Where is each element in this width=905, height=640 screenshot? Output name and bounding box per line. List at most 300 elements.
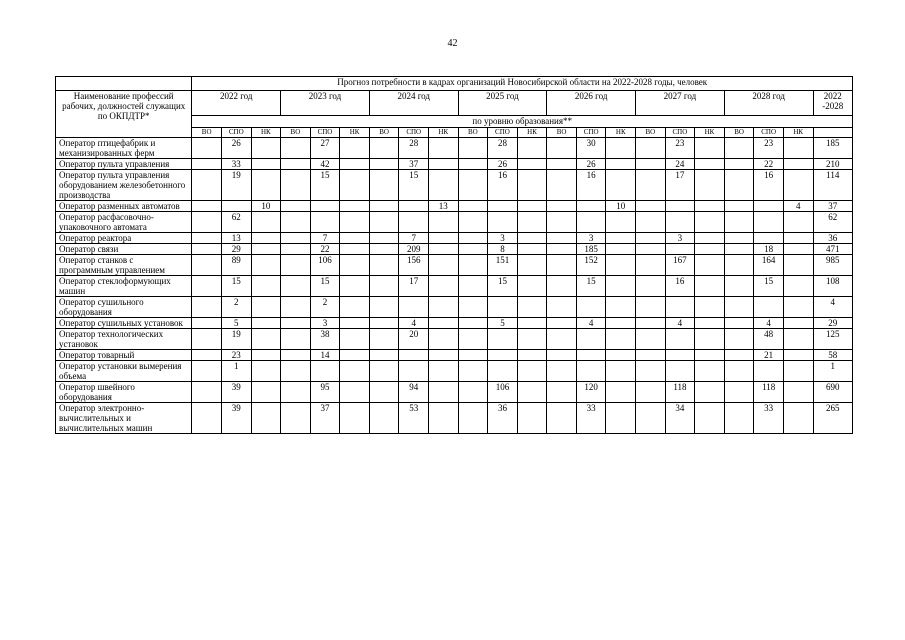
value-cell <box>695 138 725 159</box>
value-cell: 5 <box>221 318 251 329</box>
value-cell <box>399 361 429 382</box>
value-cell <box>606 255 636 276</box>
value-cell: 19 <box>221 170 251 201</box>
value-cell <box>783 297 813 318</box>
value-cell <box>429 170 459 201</box>
value-cell: 3 <box>576 233 606 244</box>
value-cell: 27 <box>310 138 340 159</box>
value-cell <box>458 212 488 233</box>
value-cell <box>517 244 547 255</box>
value-cell <box>429 233 459 244</box>
table-row <box>56 382 853 403</box>
level-header: СПО <box>665 128 695 138</box>
value-cell <box>636 244 666 255</box>
value-cell <box>724 233 754 244</box>
value-cell <box>724 212 754 233</box>
value-cell <box>429 159 459 170</box>
value-cell <box>429 297 459 318</box>
value-cell <box>665 361 695 382</box>
value-cell <box>340 212 370 233</box>
value-cell <box>458 201 488 212</box>
value-cell: 106 <box>488 382 518 403</box>
value-cell <box>281 201 311 212</box>
value-cell <box>606 212 636 233</box>
value-cell <box>517 318 547 329</box>
value-cell <box>192 138 222 159</box>
value-cell <box>458 170 488 201</box>
level-header: СПО <box>754 128 784 138</box>
value-cell <box>369 201 399 212</box>
value-cell: 22 <box>310 244 340 255</box>
value-cell <box>192 201 222 212</box>
value-cell <box>458 233 488 244</box>
table-row <box>56 244 853 255</box>
value-cell <box>754 361 784 382</box>
value-cell <box>665 350 695 361</box>
value-cell: 62 <box>221 212 251 233</box>
value-cell <box>783 212 813 233</box>
value-cell <box>695 255 725 276</box>
value-cell: 17 <box>399 276 429 297</box>
value-cell <box>281 276 311 297</box>
value-cell <box>783 403 813 434</box>
total-cell: 125 <box>813 329 852 350</box>
value-cell <box>251 318 281 329</box>
value-cell: 18 <box>754 244 784 255</box>
value-cell <box>547 382 577 403</box>
value-cell <box>783 233 813 244</box>
value-cell <box>369 138 399 159</box>
value-cell <box>488 329 518 350</box>
value-cell <box>576 201 606 212</box>
value-cell: 15 <box>399 170 429 201</box>
total-cell: 1 <box>813 361 852 382</box>
value-cell <box>281 329 311 350</box>
year-header: 2027 год <box>636 91 725 116</box>
value-cell <box>606 329 636 350</box>
value-cell <box>399 297 429 318</box>
value-cell: 24 <box>665 159 695 170</box>
year-header: 2023 год <box>281 91 370 116</box>
value-cell <box>488 361 518 382</box>
value-cell <box>606 297 636 318</box>
value-cell <box>251 138 281 159</box>
table-row <box>56 318 853 329</box>
value-cell <box>636 297 666 318</box>
total-cell: 114 <box>813 170 852 201</box>
table-row <box>56 297 853 318</box>
value-cell <box>192 382 222 403</box>
value-cell <box>724 318 754 329</box>
value-cell <box>429 382 459 403</box>
value-cell <box>724 403 754 434</box>
value-cell <box>399 201 429 212</box>
profession-name: Оператор установки вымерения объема <box>56 361 192 382</box>
value-cell <box>665 244 695 255</box>
total-level-cell <box>813 128 852 138</box>
level-header: НК <box>517 128 547 138</box>
value-cell <box>340 244 370 255</box>
value-cell <box>369 297 399 318</box>
value-cell: 26 <box>221 138 251 159</box>
value-cell <box>517 212 547 233</box>
education-level-header: по уровню образования** <box>192 116 853 128</box>
value-cell: 34 <box>665 403 695 434</box>
profession-name: Оператор стеклоформующих машин <box>56 276 192 297</box>
value-cell <box>636 201 666 212</box>
value-cell <box>606 244 636 255</box>
profession-name: Оператор сушильных установок <box>56 318 192 329</box>
table-row <box>56 350 853 361</box>
value-cell: 3 <box>665 233 695 244</box>
level-header: СПО <box>310 128 340 138</box>
table-row <box>56 159 853 170</box>
value-cell: 7 <box>310 233 340 244</box>
page-number: 42 <box>447 38 458 49</box>
value-cell <box>429 361 459 382</box>
value-cell: 2 <box>221 297 251 318</box>
profession-name: Оператор технологических установок <box>56 329 192 350</box>
value-cell <box>192 297 222 318</box>
value-cell <box>665 329 695 350</box>
value-cell <box>281 212 311 233</box>
value-cell <box>754 297 784 318</box>
level-header: СПО <box>576 128 606 138</box>
value-cell <box>695 350 725 361</box>
value-cell <box>783 244 813 255</box>
value-cell <box>695 159 725 170</box>
value-cell <box>606 361 636 382</box>
value-cell <box>517 361 547 382</box>
value-cell <box>340 350 370 361</box>
level-header: ВО <box>369 128 399 138</box>
level-header: НК <box>606 128 636 138</box>
value-cell <box>192 212 222 233</box>
value-cell <box>340 297 370 318</box>
value-cell <box>754 212 784 233</box>
value-cell <box>724 255 754 276</box>
value-cell <box>458 138 488 159</box>
value-cell: 10 <box>606 201 636 212</box>
value-cell <box>429 276 459 297</box>
value-cell <box>251 329 281 350</box>
value-cell: 94 <box>399 382 429 403</box>
value-cell <box>695 318 725 329</box>
value-cell <box>547 403 577 434</box>
value-cell <box>458 329 488 350</box>
value-cell: 10 <box>251 201 281 212</box>
value-cell <box>251 382 281 403</box>
level-header: ВО <box>636 128 666 138</box>
value-cell <box>458 318 488 329</box>
value-cell <box>251 255 281 276</box>
value-cell <box>636 138 666 159</box>
value-cell: 7 <box>399 233 429 244</box>
value-cell <box>517 329 547 350</box>
value-cell <box>340 329 370 350</box>
value-cell <box>310 212 340 233</box>
value-cell: 2 <box>310 297 340 318</box>
value-cell <box>458 382 488 403</box>
value-cell <box>251 276 281 297</box>
value-cell <box>783 276 813 297</box>
value-cell <box>576 361 606 382</box>
value-cell <box>724 244 754 255</box>
value-cell: 42 <box>310 159 340 170</box>
value-cell <box>429 318 459 329</box>
value-cell <box>192 276 222 297</box>
value-cell <box>547 159 577 170</box>
value-cell <box>695 329 725 350</box>
value-cell <box>636 329 666 350</box>
value-cell: 8 <box>488 244 518 255</box>
value-cell <box>458 403 488 434</box>
value-cell <box>517 350 547 361</box>
profession-name: Оператор сушильного оборудования <box>56 297 192 318</box>
value-cell <box>547 318 577 329</box>
value-cell <box>754 201 784 212</box>
value-cell <box>636 403 666 434</box>
profession-name: Оператор станков с программным управлением <box>56 255 192 276</box>
value-cell: 156 <box>399 255 429 276</box>
value-cell <box>192 350 222 361</box>
value-cell <box>724 170 754 201</box>
value-cell <box>310 361 340 382</box>
value-cell <box>783 159 813 170</box>
table-row <box>56 276 853 297</box>
forecast-table <box>55 76 853 434</box>
profession-name: Оператор реактора <box>56 233 192 244</box>
value-cell <box>724 382 754 403</box>
value-cell <box>547 276 577 297</box>
value-cell: 23 <box>221 350 251 361</box>
value-cell <box>606 382 636 403</box>
value-cell <box>606 350 636 361</box>
value-cell <box>251 233 281 244</box>
value-cell <box>576 350 606 361</box>
value-cell <box>251 403 281 434</box>
value-cell <box>458 255 488 276</box>
value-cell <box>281 138 311 159</box>
value-cell <box>695 212 725 233</box>
value-cell <box>429 329 459 350</box>
value-cell: 152 <box>576 255 606 276</box>
value-cell <box>547 329 577 350</box>
level-header: ВО <box>724 128 754 138</box>
value-cell <box>340 233 370 244</box>
value-cell: 37 <box>399 159 429 170</box>
value-cell <box>340 201 370 212</box>
value-cell <box>665 297 695 318</box>
value-cell <box>192 244 222 255</box>
value-cell <box>517 170 547 201</box>
value-cell <box>724 297 754 318</box>
value-cell <box>340 403 370 434</box>
total-cell: 58 <box>813 350 852 361</box>
value-cell <box>606 276 636 297</box>
value-cell <box>369 361 399 382</box>
value-cell <box>369 255 399 276</box>
level-header: ВО <box>192 128 222 138</box>
value-cell <box>281 350 311 361</box>
value-cell <box>783 382 813 403</box>
table-row <box>56 329 853 350</box>
value-cell <box>636 318 666 329</box>
value-cell <box>369 382 399 403</box>
value-cell <box>695 233 725 244</box>
value-cell <box>576 297 606 318</box>
total-cell: 185 <box>813 138 852 159</box>
value-cell <box>369 276 399 297</box>
value-cell <box>517 201 547 212</box>
value-cell: 26 <box>488 159 518 170</box>
value-cell: 15 <box>754 276 784 297</box>
value-cell <box>547 297 577 318</box>
value-cell: 39 <box>221 403 251 434</box>
value-cell: 16 <box>665 276 695 297</box>
value-cell: 4 <box>665 318 695 329</box>
header-row-title <box>56 77 853 91</box>
total-cell: 471 <box>813 244 852 255</box>
level-header: ВО <box>547 128 577 138</box>
total-cell: 36 <box>813 233 852 244</box>
value-cell: 4 <box>783 201 813 212</box>
value-cell: 15 <box>488 276 518 297</box>
table-row <box>56 255 853 276</box>
value-cell: 16 <box>488 170 518 201</box>
value-cell: 39 <box>221 382 251 403</box>
value-cell: 28 <box>488 138 518 159</box>
year-header: 2028 год <box>724 91 813 116</box>
value-cell <box>458 276 488 297</box>
value-cell <box>695 201 725 212</box>
value-cell <box>488 350 518 361</box>
table-row <box>56 170 853 201</box>
value-cell <box>488 297 518 318</box>
value-cell <box>192 329 222 350</box>
table-row <box>56 212 853 233</box>
value-cell <box>281 255 311 276</box>
value-cell <box>547 212 577 233</box>
level-header: НК <box>429 128 459 138</box>
value-cell <box>695 244 725 255</box>
value-cell <box>488 201 518 212</box>
value-cell <box>665 212 695 233</box>
value-cell <box>695 170 725 201</box>
value-cell: 15 <box>310 170 340 201</box>
value-cell <box>281 403 311 434</box>
value-cell <box>517 403 547 434</box>
value-cell: 3 <box>310 318 340 329</box>
value-cell: 4 <box>576 318 606 329</box>
value-cell <box>429 255 459 276</box>
value-cell <box>517 297 547 318</box>
value-cell <box>458 350 488 361</box>
value-cell: 120 <box>576 382 606 403</box>
value-cell <box>724 361 754 382</box>
year-header: 2022 год <box>192 91 281 116</box>
value-cell <box>547 361 577 382</box>
value-cell <box>429 138 459 159</box>
value-cell <box>369 329 399 350</box>
level-header: НК <box>340 128 370 138</box>
level-header: СПО <box>488 128 518 138</box>
value-cell <box>429 244 459 255</box>
value-cell <box>221 201 251 212</box>
total-cell: 4 <box>813 297 852 318</box>
value-cell <box>251 297 281 318</box>
profession-name: Оператор связи <box>56 244 192 255</box>
value-cell <box>369 350 399 361</box>
value-cell <box>369 318 399 329</box>
value-cell <box>192 403 222 434</box>
value-cell <box>192 318 222 329</box>
name-column-header: Наименование профессий рабочих, должностей служащих по ОКПДТР* <box>56 91 192 138</box>
value-cell <box>547 201 577 212</box>
value-cell: 4 <box>399 318 429 329</box>
value-cell <box>606 170 636 201</box>
value-cell <box>399 212 429 233</box>
value-cell <box>458 361 488 382</box>
total-cell: 62 <box>813 212 852 233</box>
value-cell: 17 <box>665 170 695 201</box>
value-cell <box>192 159 222 170</box>
level-header: ВО <box>281 128 311 138</box>
value-cell <box>251 361 281 382</box>
total-cell: 265 <box>813 403 852 434</box>
value-cell <box>695 276 725 297</box>
value-cell: 19 <box>221 329 251 350</box>
value-cell: 23 <box>754 138 784 159</box>
table-row <box>56 138 853 159</box>
value-cell: 1 <box>221 361 251 382</box>
value-cell <box>399 350 429 361</box>
value-cell <box>547 170 577 201</box>
value-cell: 118 <box>665 382 695 403</box>
value-cell <box>369 212 399 233</box>
total-cell: 29 <box>813 318 852 329</box>
value-cell <box>576 329 606 350</box>
value-cell <box>429 350 459 361</box>
value-cell <box>783 350 813 361</box>
value-cell: 29 <box>221 244 251 255</box>
profession-name: Оператор пульта управления оборудованием железобетонного производства <box>56 170 192 201</box>
value-cell <box>783 318 813 329</box>
value-cell <box>281 297 311 318</box>
level-header: ВО <box>458 128 488 138</box>
level-header: НК <box>251 128 281 138</box>
value-cell: 23 <box>665 138 695 159</box>
value-cell <box>754 233 784 244</box>
profession-name: Оператор электронно-вычислительных и вычислительных машин <box>56 403 192 434</box>
value-cell: 13 <box>429 201 459 212</box>
value-cell <box>695 382 725 403</box>
header-corner-cell <box>56 77 192 91</box>
total-cell: 985 <box>813 255 852 276</box>
value-cell <box>251 170 281 201</box>
year-header: 2026 год <box>547 91 636 116</box>
level-header: СПО <box>399 128 429 138</box>
table-row <box>56 233 853 244</box>
level-header: НК <box>783 128 813 138</box>
value-cell <box>340 170 370 201</box>
profession-name: Оператор швейного оборудования <box>56 382 192 403</box>
value-cell: 106 <box>310 255 340 276</box>
value-cell <box>340 361 370 382</box>
value-cell <box>488 212 518 233</box>
value-cell: 5 <box>488 318 518 329</box>
value-cell <box>517 382 547 403</box>
